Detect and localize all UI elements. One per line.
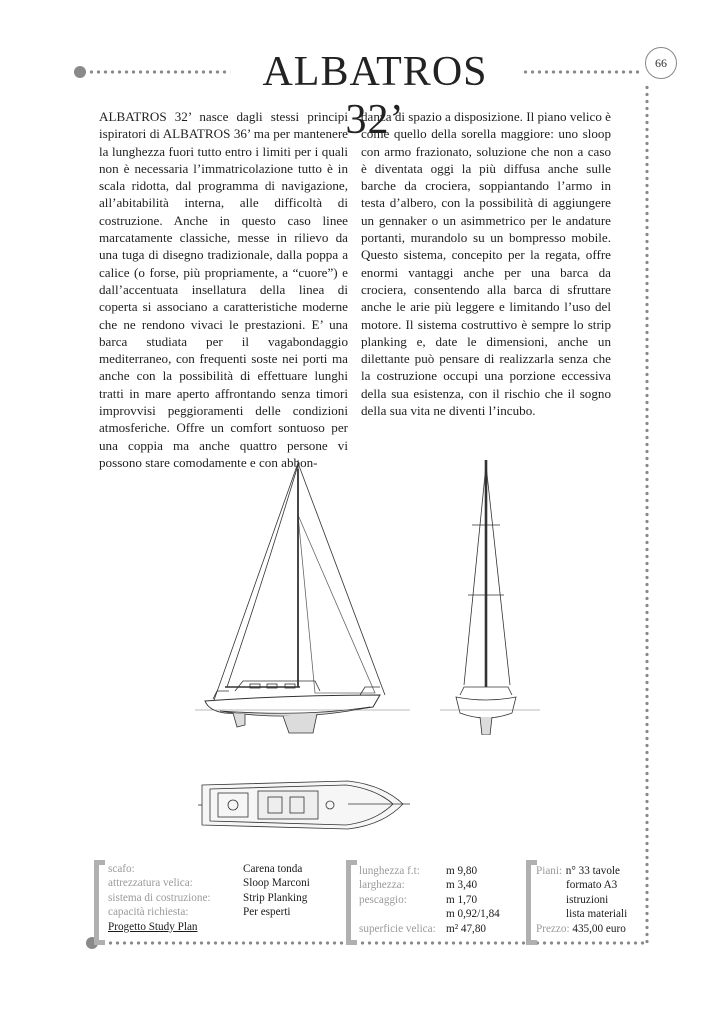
plans-line: n° 33 tavole <box>565 865 620 877</box>
spec-block-plans <box>536 864 641 936</box>
plans-line: formato A3 <box>566 879 618 892</box>
price-label: Prezzo: <box>536 922 570 935</box>
plans-line: istruzioni <box>566 893 609 906</box>
spec-row: lunghezza f.t: m 9,80 <box>359 865 478 877</box>
spec-row: m 0,92/1,84 <box>446 908 500 921</box>
spec-block-dimensions <box>359 864 519 936</box>
spec-row: attrezzatura velica: Sloop Marconi <box>108 877 310 890</box>
article-column-1: ALBATROS 32’ nasce dagli stessi principi ispiratori di ALBATROS 36’ ma per mantenere la lunghezza fuori tutto entro i limiti per i quali non è necessaria l’immatricolazione tutto è in scala ridotta, dal programma di navigazione, all’abitabilità interna, alle difficoltà di costruzione. Anche in questo caso linee marcatamente classiche, messe in rilievo da una tuga di disegno tradizionale, dalla poppa a calice (o forse, più propriamente, a “cuore”) e dall’accentuata insellatura della linea di coperta si associano a caratteristiche moderne che ne rendono vivaci le prestazioni. E’ una barca studiata per il vagabondaggio mediterraneo, con frequenti soste nei porti ma anche con la possibilità di effettuare lunghi tratti in mare aperto affrontando senza timori improvvisi peggioramenti delle condizioni atmosferiche. Offre un comfort sontuoso per una coppia ma anche quattro persone vi possono stare comodamente e con abbon- <box>99 109 348 470</box>
spec-bracket-1 <box>94 860 105 945</box>
stern-view-drawing <box>440 455 540 735</box>
deck-plan-drawing <box>198 775 413 835</box>
frame-top-right <box>522 70 640 74</box>
sail-plan-drawing <box>195 455 410 735</box>
page-number: 66 <box>645 47 677 79</box>
frame-right <box>645 84 649 944</box>
spec-block-hull <box>108 862 338 934</box>
spec-row: larghezza: m 3,40 <box>359 879 478 892</box>
article-column-2: danza di spazio a disposizione. Il piano velico è come quello della sorella maggiore: uno sloop con armo frazionato, soluzione che non a caso è diventata oggi la più diffusa anche sulle barche da crociera, soppiantando l’armo in testa d’albero, con la possibilità di aggiungere un gennaker o un asimmetrico per le andature portanti, murandolo su un bompresso mobile. Questo sistema, concepito per la regata, offre enormi vantaggi anche per una barca da crociera, consentendo alla barca di sfruttare anche le arie più leggere e limitando l’uso del motore. Il sistema costruttivo è sempre lo strip planking e, date le dimensioni, anche un dilettante può pensare di realizzarla senza che la costruzione occupi una porzione eccessiva della sua esistenza, con il rischio che il sogno della sua vita ne diventi l’incubo. <box>361 109 611 419</box>
plans-label: Piani: <box>536 865 563 877</box>
frame-dot-left <box>74 66 86 78</box>
spec-bracket-2 <box>346 860 357 945</box>
spec-row: pescaggio: m 1,70 <box>359 893 478 906</box>
frame-bottom <box>100 941 648 945</box>
spec-row: superficie velica: m² 47,80 <box>359 922 487 935</box>
spec-row: sistema di costruzione: Strip Planking <box>108 891 308 904</box>
price-value: 435,00 euro <box>572 922 626 935</box>
study-plan-link[interactable]: Progetto Study Plan <box>108 920 198 933</box>
spec-row: scafo: Carena tonda <box>108 863 303 875</box>
spec-row: capacità richiesta: Per esperti <box>108 906 291 919</box>
plans-line: lista materiali <box>566 908 628 921</box>
page-title: ALBATROS 32’ <box>230 48 520 144</box>
frame-top-left <box>88 70 228 74</box>
